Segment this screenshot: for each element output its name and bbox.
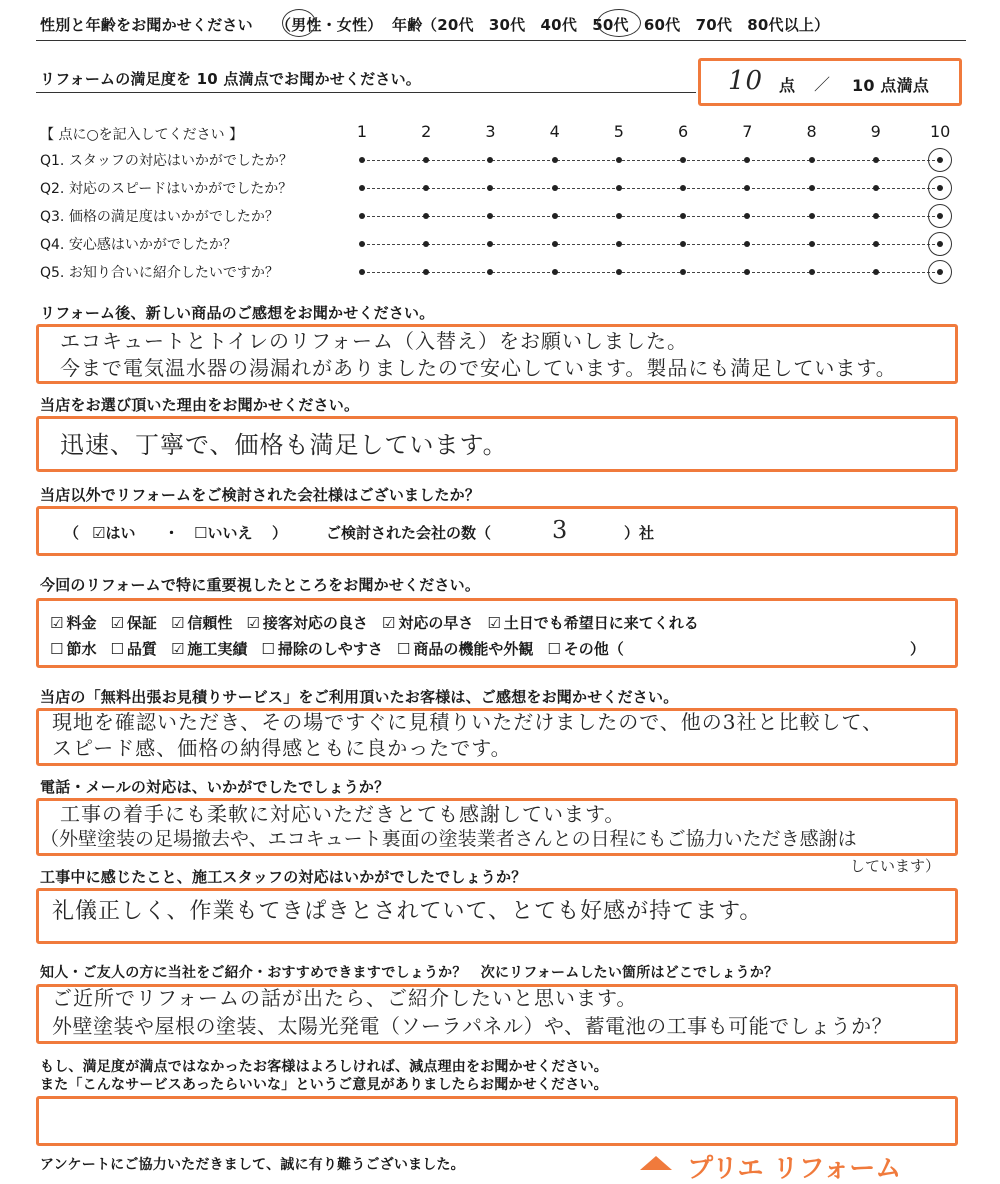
rating-point[interactable] — [359, 157, 365, 163]
row2-option — [171, 640, 247, 658]
checkbox-icon[interactable]: ☐ — [110, 640, 124, 658]
scale-number: 3 — [485, 122, 496, 141]
checkbox-icon[interactable]: ☐ — [547, 640, 561, 658]
rating-scale-line — [362, 160, 940, 161]
row2-option — [397, 640, 533, 658]
rating-point[interactable] — [809, 185, 815, 191]
checkbox-checked-icon[interactable]: ☑ — [170, 640, 185, 658]
priority-label: 信頼性 — [187, 614, 233, 632]
row2-option — [261, 640, 382, 658]
rating-point[interactable] — [423, 241, 429, 247]
contact-answer-line-3: しています） — [850, 857, 941, 875]
priorities-row-2 — [50, 638, 638, 659]
company-logo — [640, 1154, 940, 1184]
rating-point[interactable] — [487, 185, 493, 191]
priority-label: 施工実績 — [187, 640, 248, 658]
q4-label: Q4. 安心感はいかがでしたか？ — [40, 237, 237, 253]
priorities-close-paren: ） — [910, 640, 926, 658]
selected-rating-circle — [928, 260, 952, 284]
gender-options: （男性・女性） — [276, 16, 383, 34]
improvement-answer-box — [36, 1096, 958, 1146]
q3-label: Q3. 価格の満足度はいかがでしたか？ — [40, 209, 279, 225]
rating-point[interactable] — [680, 185, 686, 191]
referral-answer-line-2: 外壁塗装や屋根の塗装、太陽光発電（ソーラパネル）や、蓄電池の工事も可能でしょうか？ — [52, 1014, 893, 1038]
satisfaction-max: 10 点満点 — [852, 76, 930, 95]
contact-question: 電話・メールの対応は、いかがでしたでしょうか？ — [40, 778, 390, 796]
gender-age-label: 性別と年齢をお聞かせください — [40, 16, 253, 34]
rating-point[interactable] — [552, 157, 558, 163]
satisfaction-separator: ／ — [814, 75, 831, 94]
company-count-suffix: ）社 — [624, 524, 655, 542]
row2-option — [50, 640, 96, 658]
yes-label: はい — [105, 524, 136, 542]
priority-label: 対応の早さ — [398, 614, 474, 632]
scale-number: 6 — [678, 122, 689, 141]
satisfaction-divider — [36, 92, 696, 93]
checkbox-icon[interactable]: ☐ — [50, 640, 64, 658]
rating-scale-line — [362, 272, 940, 273]
rating-point[interactable] — [552, 185, 558, 191]
rating-point[interactable] — [359, 269, 365, 275]
rating-point[interactable] — [873, 185, 879, 191]
rating-point[interactable] — [423, 213, 429, 219]
selected-gender-circle — [282, 9, 316, 37]
rating-scale-line — [362, 216, 940, 217]
company-count: 3 — [552, 516, 569, 544]
header-divider — [36, 40, 966, 41]
checkbox-checked-icon[interactable]: ☑ — [170, 614, 185, 632]
yes-option — [92, 522, 135, 543]
rating-point[interactable] — [487, 157, 493, 163]
rating-point[interactable] — [616, 241, 622, 247]
scale-number: 4 — [549, 122, 560, 141]
selected-rating-circle — [928, 176, 952, 200]
staff-answer: 礼儀正しく、作業もてきぱきとされていて、とても好感が持てます。 — [52, 899, 763, 924]
rating-point[interactable] — [423, 157, 429, 163]
rating-point[interactable] — [359, 241, 365, 247]
estimate-question: 当店の「無料出張お見積りサービス」をご利用頂いたお客様は、ご感想をお聞かせください。 — [40, 688, 679, 706]
priorities-row-1 — [50, 612, 713, 633]
q2-label: Q2. 対応のスピードはいかがでしたか？ — [40, 181, 293, 197]
row1-option — [382, 614, 473, 632]
thanks-message: アンケートにご協力いただきまして、誠に有り難うございました。 — [40, 1157, 465, 1173]
rating-point[interactable] — [487, 213, 493, 219]
open-paren: （ — [64, 524, 80, 542]
checkbox-checked-icon[interactable]: ☑ — [487, 614, 501, 632]
rating-point[interactable] — [552, 241, 558, 247]
selected-rating-circle — [928, 232, 952, 256]
checkbox-checked-icon[interactable]: ☑ — [110, 614, 124, 632]
staff-question: 工事中に感じたこと、施工スタッフの対応はいかがでしたでしょうか？ — [40, 868, 527, 886]
scale-number: 9 — [870, 122, 881, 141]
priority-label: 土日でも希望日に来てくれる — [503, 614, 699, 632]
q5-label: Q5. お知り合いに紹介したいですか？ — [40, 265, 279, 281]
rating-scale-line — [362, 244, 940, 245]
age-label: 年齢 — [392, 16, 423, 34]
yes-checkbox-checked-icon: ☑ — [92, 524, 106, 542]
scale-number: 5 — [613, 122, 624, 141]
reason-question: 当店をお選び頂いた理由をお聞かせください。 — [40, 396, 360, 414]
rating-point[interactable] — [744, 185, 750, 191]
checkbox-icon[interactable]: ☐ — [261, 640, 275, 658]
rating-point[interactable] — [616, 213, 622, 219]
scale-number: 7 — [742, 122, 753, 141]
row1-option — [110, 614, 156, 632]
rating-point[interactable] — [680, 269, 686, 275]
age-options: （20代 30代 40代 50代 60代 70代 80代以上） — [422, 16, 830, 34]
rating-point[interactable] — [744, 213, 750, 219]
scale-number: 1 — [356, 122, 368, 141]
rating-point[interactable] — [744, 157, 750, 163]
estimate-answer-line-2: スピード感、価格の納得感ともに良かったです。 — [52, 736, 512, 760]
rating-point[interactable] — [809, 241, 815, 247]
priority-label: 保証 — [126, 614, 157, 632]
rating-point[interactable] — [873, 241, 879, 247]
checkbox-checked-icon[interactable]: ☑ — [381, 614, 396, 632]
rating-point[interactable] — [744, 241, 750, 247]
contact-answer-line-1: 工事の着手にも柔軟に対応いただきとても感謝しています。 — [60, 802, 626, 826]
rating-point[interactable] — [873, 157, 879, 163]
rating-point[interactable] — [680, 157, 686, 163]
row1-option — [246, 614, 367, 632]
row2-option — [547, 640, 623, 658]
rating-point[interactable] — [359, 185, 365, 191]
improvement-question-line-2: また「こんなサービスあったらいいな」というご意見がありましたらお聞かせください。 — [40, 1077, 608, 1093]
estimate-answer-line-1: 現地を確認いただき、その場ですぐに見積りいただけましたので、他の3社と比較して、 — [52, 710, 884, 734]
contact-answer-line-2: （外壁塗装の足場撤去や、エコキュート裏面の塗装業者さんとの日程にもご協力いただき感謝は — [40, 828, 857, 850]
rating-point[interactable] — [680, 241, 686, 247]
rating-point[interactable] — [423, 269, 429, 275]
improvement-question-line-1: もし、満足度が満点ではなかったお客様はよろしければ、減点理由をお聞かせください。 — [40, 1059, 608, 1075]
impression-answer-line-2: 今まで電気温水器の湯漏れがありましたので安心しています。製品にも満足しています。 — [60, 356, 897, 380]
scale-number: 2 — [421, 122, 432, 141]
rating-point[interactable] — [809, 213, 815, 219]
rating-point[interactable] — [423, 185, 429, 191]
satisfaction-unit: 点 — [779, 76, 796, 95]
row2-option — [110, 640, 156, 658]
scale-number: 10 — [930, 122, 951, 141]
priority-label: 商品の機能や外観 — [413, 640, 534, 658]
impression-question: リフォーム後、新しい商品のご感想をお聞かせください。 — [40, 304, 435, 322]
company-count-label: ご検討された会社の数（ — [326, 524, 492, 542]
selected-age-circle — [597, 9, 641, 37]
rating-instruction: 【 点に○を記入してください 】 — [40, 127, 244, 143]
logo-text: プリエ リフォーム — [687, 1154, 902, 1184]
rating-point[interactable] — [873, 213, 879, 219]
no-option — [194, 522, 252, 543]
checkbox-checked-icon[interactable]: ☑ — [246, 614, 260, 632]
row1-option — [171, 614, 232, 632]
checkbox-icon[interactable]: ☐ — [396, 640, 411, 658]
q1-label: Q1. スタッフの対応はいかがでしたか？ — [40, 153, 293, 169]
priority-label: 掃除のしやすさ — [277, 640, 383, 658]
rating-point[interactable] — [552, 269, 558, 275]
other-companies-question: 当店以外でリフォームをご検討された会社様はございましたか？ — [40, 486, 481, 504]
priority-label: 節水 — [66, 640, 97, 658]
rating-point[interactable] — [616, 157, 622, 163]
priority-label: 接客対応の良さ — [262, 614, 368, 632]
rating-point[interactable] — [809, 157, 815, 163]
row1-option — [50, 614, 96, 632]
option-separator: ・ — [164, 524, 180, 542]
priority-label: その他（ — [563, 640, 624, 658]
priority-label: 品質 — [126, 640, 157, 658]
rating-scale-line — [362, 188, 940, 189]
rating-point[interactable] — [809, 269, 815, 275]
rating-point[interactable] — [616, 269, 622, 275]
rating-point[interactable] — [616, 185, 622, 191]
no-label: いいえ — [207, 524, 253, 542]
rating-point[interactable] — [552, 213, 558, 219]
house-icon — [640, 1156, 672, 1170]
close-paren: ） — [272, 524, 288, 542]
rating-point[interactable] — [873, 269, 879, 275]
reason-answer: 迅速、丁寧で、価格も満足しています。 — [60, 431, 508, 459]
no-checkbox-icon: ☐ — [194, 524, 208, 542]
scale-number: 8 — [806, 122, 817, 141]
rating-point[interactable] — [680, 213, 686, 219]
checkbox-checked-icon[interactable]: ☑ — [50, 614, 64, 632]
referral-question: 知人・ご友人の方に当社をご紹介・おすすめできますでしょうか？ 次にリフォームしたい箇所はどこでしょうか？ — [40, 965, 779, 981]
selected-rating-circle — [928, 148, 952, 172]
rating-point[interactable] — [744, 269, 750, 275]
rating-point[interactable] — [359, 213, 365, 219]
rating-point[interactable] — [487, 269, 493, 275]
priority-label: 料金 — [66, 614, 97, 632]
referral-answer-line-1: ご近所でリフォームの話が出たら、ご紹介したいと思います。 — [52, 986, 638, 1010]
satisfaction-score: 10 — [728, 66, 764, 96]
satisfaction-question: リフォームの満足度を 10 点満点でお聞かせください。 — [40, 70, 421, 88]
selected-rating-circle — [928, 204, 952, 228]
row1-option — [487, 614, 698, 632]
impression-answer-line-1: エコキュートとトイレのリフォーム（入替え）をお願いしました。 — [60, 329, 688, 353]
rating-point[interactable] — [487, 241, 493, 247]
priorities-question: 今回のリフォームで特に重要視したところをお聞かせください。 — [40, 576, 481, 594]
